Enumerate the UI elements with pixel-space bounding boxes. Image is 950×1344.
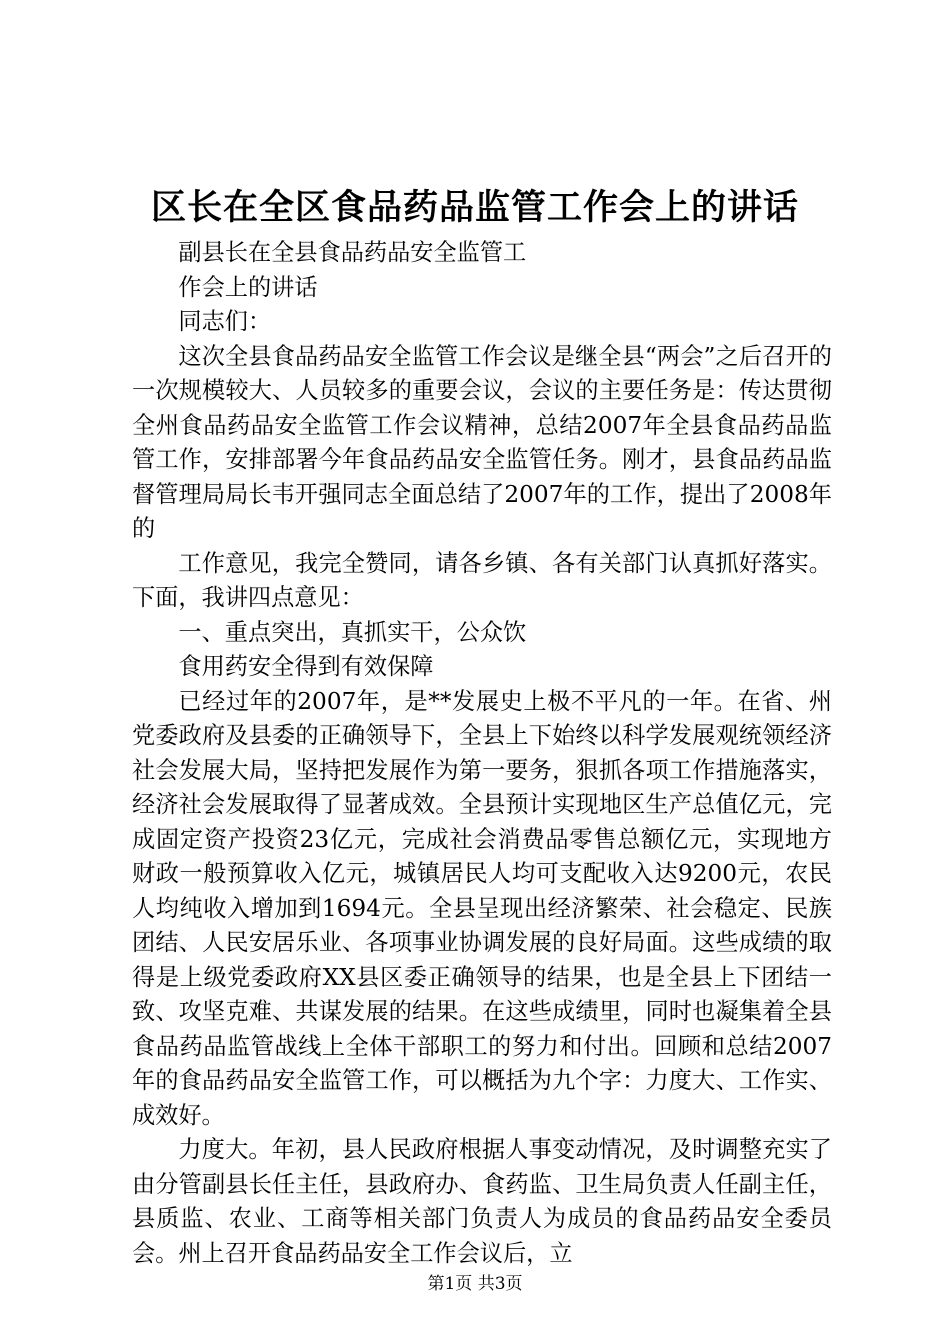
paragraph: 副县长在全县食品药品安全监管工 — [178, 239, 527, 266]
paragraph: 这次全县食品药品安全监管工作会议是继全县“两会”之后召开的一次规模较大、人员较多的重要会议，会议的主要任务是：传达贯彻全州食品药品安全监管工作会议精神，总结2007年全县食品药品监管工作，安排部署今年食品药品安全监管任务。刚才，县食品药品监督管理局局长韦开强同志全面总结了2007年的工作，提出了2008年的 — [132, 342, 832, 542]
document-body — [132, 236, 832, 1271]
paragraph: 工作意见，我完全赞同，请各乡镇、各有关部门认真抓好落实。下面，我讲四点意见： — [132, 549, 832, 611]
paragraph: 已经过年的2007年，是**发展史上极不平凡的一年。在省、州党委政府及县委的正确领导下，全县上下始终以科学发展观统领经济社会发展大局，坚持把发展作为第一要务，狠抓各项工作措施落实，经济社会发展取得了显著成效。全县预计实现地区生产总值亿元，完成固定资产投资23亿元，完成社会消费品零售总额亿元，实现地方财政一般预算收入亿元，城镇居民人均可支配收入达9200元，农民人均纯收入增加到1694元。全县呈现出经济繁荣、社会稳定、民族团结、人民安居乐业、各项事业协调发展的良好局面。这些成绩的取得是上级党委政府XX县区委正确领导的结果，也是全县上下团结一致、攻坚克难、共谋发展的结果。在这些成绩里，同时也凝集着全县食品药品监管战线上全体干部职工的努力和付出。回顾和总结2007年的食品药品安全监管工作，可以概括为九个字：力度大、工作实、成效好。 — [132, 687, 832, 1129]
page-number-footer: 第1页 共3页 — [427, 1274, 523, 1294]
paragraph: 力度大。年初，县人民政府根据人事变动情况，及时调整充实了由分管副县长任主任，县政府办、食药监、卫生局负责人任副主任，县质监、农业、工商等相关部门负责人为成员的食品药品安全委员会。州上召开食品药品安全工作会议后，立 — [132, 1136, 832, 1267]
paragraph: 食用药安全得到有效保障 — [178, 653, 434, 680]
document-title: 区长在全区食品药品监管工作会上的讲话 — [150, 187, 799, 228]
paragraph: 同志们： — [178, 308, 272, 335]
paragraph: 一、重点突出，真抓实干，公众饮 — [178, 618, 527, 646]
paragraph: 作会上的讲话 — [178, 273, 318, 301]
